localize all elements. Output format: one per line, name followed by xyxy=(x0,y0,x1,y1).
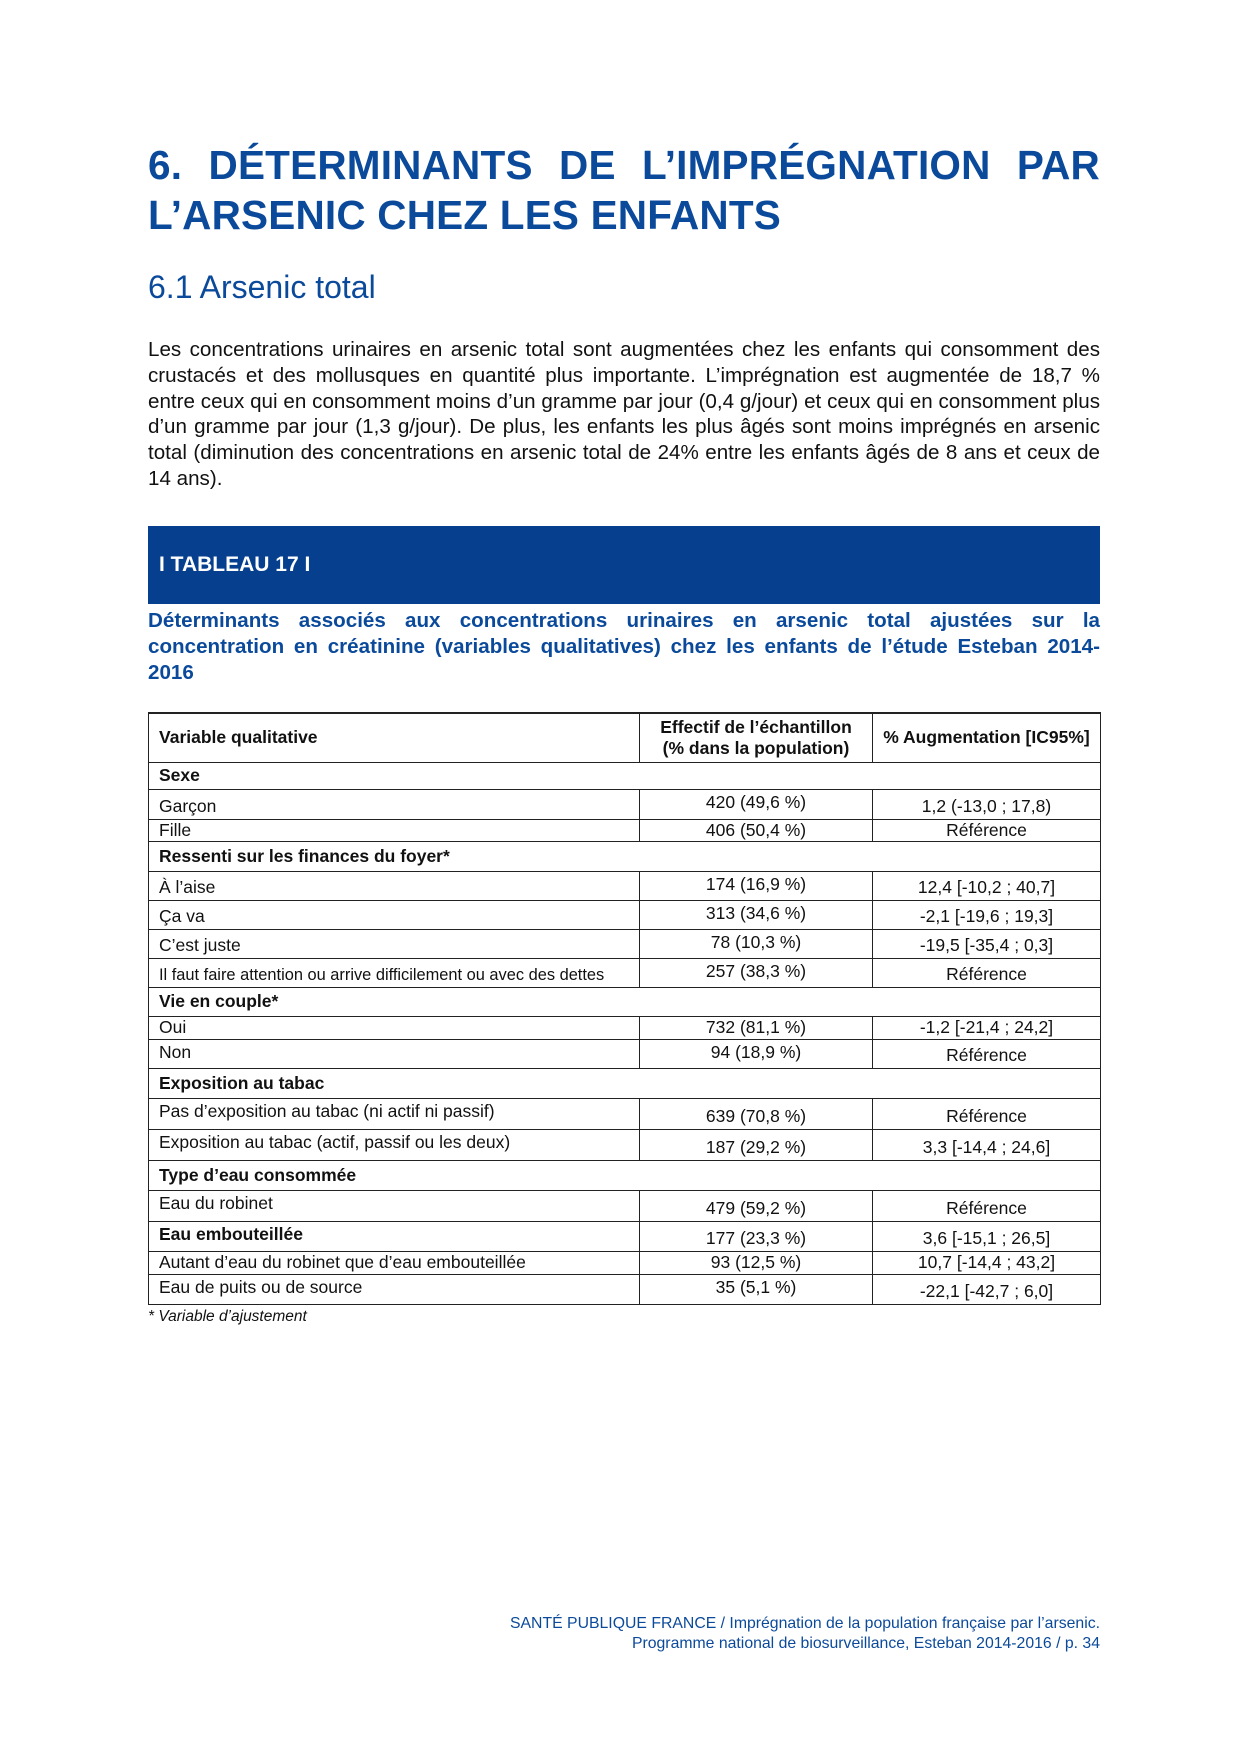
row-effectif: 406 (50,4 %) xyxy=(640,819,873,841)
group-label: Ressenti sur les finances du foyer* xyxy=(149,841,1101,871)
group-row-couple xyxy=(149,987,1101,1016)
row-effectif: 732 (81,1 %) xyxy=(640,1016,873,1039)
table-row xyxy=(149,1251,1101,1274)
header-variable: Variable qualitative xyxy=(149,713,640,763)
page-content xyxy=(148,140,1100,1326)
row-label: Exposition au tabac (actif, passif ou les deux) xyxy=(149,1129,640,1160)
row-label: Eau du robinet xyxy=(149,1190,640,1221)
row-label: Garçon xyxy=(149,789,640,819)
row-label: Oui xyxy=(149,1016,640,1039)
header-augmentation: % Augmentation [IC95%] xyxy=(873,713,1101,763)
table-row xyxy=(149,1221,1101,1251)
group-label: Vie en couple* xyxy=(149,987,1101,1016)
footer-line2: Programme national de biosurveillance, Esteban 2014-2016 / p. 34 xyxy=(631,1635,1100,1652)
table-banner xyxy=(148,526,1100,604)
row-label: C’est juste xyxy=(149,929,640,958)
table-row xyxy=(149,871,1101,900)
table-row xyxy=(149,1129,1101,1160)
row-augmentation: -22,1 [-42,7 ; 6,0] xyxy=(873,1274,1101,1304)
row-label: Pas d’exposition au tabac (ni actif ni passif) xyxy=(149,1098,640,1129)
chapter-title: 6. DÉTERMINANTS DE L’IMPRÉGNATION PAR L’ARSENIC CHEZ LES ENFANTS xyxy=(148,142,1100,238)
row-label: Eau embouteillée xyxy=(149,1221,640,1251)
row-effectif: 420 (49,6 %) xyxy=(640,789,873,819)
group-row-eau xyxy=(149,1160,1101,1190)
row-augmentation: Référence xyxy=(873,1039,1101,1068)
table-row xyxy=(149,900,1101,929)
table-row xyxy=(149,1016,1101,1039)
table-row xyxy=(149,958,1101,987)
row-effectif: 177 (23,3 %) xyxy=(640,1221,873,1251)
row-effectif: 479 (59,2 %) xyxy=(640,1190,873,1221)
row-augmentation: -2,1 [-19,6 ; 19,3] xyxy=(873,900,1101,929)
row-augmentation: Référence xyxy=(873,958,1101,987)
row-augmentation: Référence xyxy=(873,1190,1101,1221)
row-effectif: 639 (70,8 %) xyxy=(640,1098,873,1129)
table-row xyxy=(149,929,1101,958)
table-row xyxy=(149,1039,1101,1068)
row-augmentation: 10,7 [-14,4 ; 43,2] xyxy=(873,1251,1101,1274)
page-footer xyxy=(510,1614,1100,1654)
row-effectif: 174 (16,9 %) xyxy=(640,871,873,900)
table-row xyxy=(149,1190,1101,1221)
table-row xyxy=(149,1274,1101,1304)
table-row xyxy=(149,789,1101,819)
row-effectif: 257 (38,3 %) xyxy=(640,958,873,987)
row-effectif: 78 (10,3 %) xyxy=(640,929,873,958)
row-effectif: 94 (18,9 %) xyxy=(640,1039,873,1068)
table-caption: Déterminants associés aux concentrations urinaires en arsenic total ajustées sur la concentration en créatinine (variables qualitatives) chez les enfants de l’étude Esteban 2014-2016 xyxy=(148,608,1100,684)
row-effectif: 187 (29,2 %) xyxy=(640,1129,873,1160)
row-augmentation: 1,2 (-13,0 ; 17,8) xyxy=(873,789,1101,819)
row-label: Fille xyxy=(149,819,640,841)
header-effectif-line1: Effectif de l’échantillon xyxy=(660,716,852,737)
group-label: Type d’eau consommée xyxy=(149,1160,1101,1190)
row-effectif: 93 (12,5 %) xyxy=(640,1251,873,1274)
row-augmentation: -19,5 [-35,4 ; 0,3] xyxy=(873,929,1101,958)
row-label: Il faut faire attention ou arrive difficilement ou avec des dettes xyxy=(149,958,640,987)
row-label: À l’aise xyxy=(149,871,640,900)
row-augmentation: -1,2 [-21,4 ; 24,2] xyxy=(873,1016,1101,1039)
group-label: Sexe xyxy=(149,762,1101,789)
group-row-finances xyxy=(149,841,1101,871)
header-effectif xyxy=(640,713,873,763)
footer-line1: SANTÉ PUBLIQUE FRANCE / Imprégnation de la population française par l’arsenic. xyxy=(509,1615,1100,1632)
table-header-row xyxy=(149,713,1101,763)
row-effectif: 35 (5,1 %) xyxy=(640,1274,873,1304)
section-title: 6.1 Arsenic total xyxy=(148,269,376,305)
header-effectif-line2: (% dans la population) xyxy=(662,737,850,758)
row-augmentation: 3,3 [-14,4 ; 24,6] xyxy=(873,1129,1101,1160)
row-label: Autant d’eau du robinet que d’eau embouteillée xyxy=(149,1251,640,1274)
row-label: Non xyxy=(149,1039,640,1068)
group-label: Exposition au tabac xyxy=(149,1068,1101,1098)
row-label: Eau de puits ou de source xyxy=(149,1274,640,1304)
row-augmentation: Référence xyxy=(873,819,1101,841)
group-row-tabac xyxy=(149,1068,1101,1098)
group-row-sexe xyxy=(149,762,1101,789)
determinants-table xyxy=(148,712,1101,1305)
table-row xyxy=(149,1098,1101,1129)
row-augmentation: Référence xyxy=(873,1098,1101,1129)
table-row xyxy=(149,819,1101,841)
row-augmentation: 3,6 [-15,1 ; 26,5] xyxy=(873,1221,1101,1251)
table-banner-label: I TABLEAU 17 I xyxy=(159,552,311,576)
table-footnote: * Variable d’ajustement xyxy=(148,1307,307,1325)
body-paragraph: Les concentrations urinaires en arsenic total sont augmentées chez les enfants qui consomment des crustacés et des mollusques en quantité plus importante. L’imprégnation est augmentée de 18,7 % entre ceux qui en consomment moins d’un gramme par jour (0,4 g/jour) et ceux qui en consomment plus d’un gramme par jour (1,3 g/jour). De plus, les enfants les plus âgés sont moins imprégnés en arsenic total (diminution des concentrations en arsenic total de 24% entre les enfants âgés de 8 ans et ceux de 14 ans). xyxy=(148,338,1100,490)
row-effectif: 313 (34,6 %) xyxy=(640,900,873,929)
row-label: Ça va xyxy=(149,900,640,929)
row-augmentation: 12,4 [-10,2 ; 40,7] xyxy=(873,871,1101,900)
